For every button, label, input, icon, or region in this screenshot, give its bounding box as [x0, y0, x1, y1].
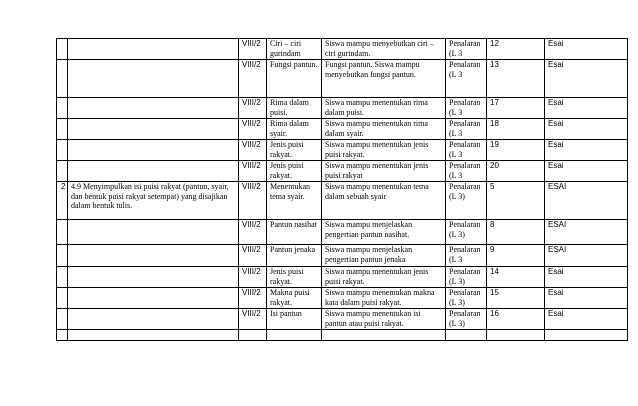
table-row: [57, 39, 628, 60]
cell-bentuk-soal: ESAI: [545, 245, 628, 267]
cell-materi: Jenis puisi rakyat.: [267, 267, 322, 288]
empty-cell: [57, 330, 68, 341]
cell-indikator: Siswa mampu menentukan jenis puisi rakyat: [322, 161, 446, 182]
cell-nomor-soal: 8: [487, 220, 545, 245]
cell-kompetensi-dasar: 4.9 Menyimpulkan isi puisi rakyat (pantun, syair, dan bentuk puisi rakyat setempat) yang disajikan dalam bentuk tulis.: [68, 182, 239, 220]
cell-materi: Fungsi pantun.: [267, 60, 322, 98]
cell-level-kognitif: Penalaran (L 3: [446, 119, 487, 140]
cell-bentuk-soal: Esai: [545, 161, 628, 182]
cell-level-kognitif: Penalaran (L 3: [446, 161, 487, 182]
table-row: [57, 267, 628, 288]
cell-indikator: Siswa mampu menyebutkan ciri – ciri gurindam.: [322, 39, 446, 60]
cell-no: 2: [57, 182, 68, 220]
table-body: [57, 39, 628, 341]
cell-materi: Ciri – ciri gurindam: [267, 39, 322, 60]
cell-nomor-soal: 15: [487, 288, 545, 309]
cell-kelas-semester: VIII/2: [239, 140, 267, 161]
cell-no: [57, 220, 68, 245]
cell-level-kognitif: Penalaran (L 3: [446, 60, 487, 98]
cell-level-kognitif: Penalaran (L 3): [446, 309, 487, 330]
cell-nomor-soal: 18: [487, 119, 545, 140]
cell-no: [57, 245, 68, 267]
empty-cell: [487, 330, 545, 341]
cell-kompetensi-dasar: [68, 288, 239, 309]
cell-level-kognitif: Penalaran (L 3): [446, 288, 487, 309]
cell-kelas-semester: VIII/2: [239, 119, 267, 140]
cell-materi: Makna puisi rakyat.: [267, 288, 322, 309]
table-row: [57, 60, 628, 98]
cell-indikator: Siswa mampu menentukan jenis puisi rakyat.: [322, 267, 446, 288]
cell-bentuk-soal: Esai: [545, 60, 628, 98]
cell-bentuk-soal: Esai: [545, 288, 628, 309]
cell-kelas-semester: VIII/2: [239, 309, 267, 330]
table-row: [57, 161, 628, 182]
cell-no: [57, 267, 68, 288]
cell-indikator: Siswa mampu menjelaskan pengertian pantun jenaka: [322, 245, 446, 267]
cell-no: [57, 98, 68, 119]
cell-kelas-semester: VIII/2: [239, 288, 267, 309]
cell-no: [57, 288, 68, 309]
cell-materi: Rima dalam syair.: [267, 119, 322, 140]
cell-no: [57, 60, 68, 98]
cell-level-kognitif: Penalaran (L 3: [446, 140, 487, 161]
cell-materi: Jenis puisi rakyat.: [267, 161, 322, 182]
cell-kelas-semester: VIII/2: [239, 245, 267, 267]
cell-bentuk-soal: ESAI: [545, 220, 628, 245]
cell-bentuk-soal: Esai: [545, 140, 628, 161]
cell-nomor-soal: 20: [487, 161, 545, 182]
cell-nomor-soal: 12: [487, 39, 545, 60]
empty-cell: [239, 330, 267, 341]
cell-bentuk-soal: Esai: [545, 309, 628, 330]
cell-no: [57, 309, 68, 330]
cell-kompetensi-dasar: [68, 60, 239, 98]
cell-level-kognitif: Penalaran (L 3: [446, 39, 487, 60]
cell-kelas-semester: VIII/2: [239, 182, 267, 220]
cell-nomor-soal: 9: [487, 245, 545, 267]
cell-level-kognitif: Penalaran (L 3: [446, 245, 487, 267]
cell-materi: Menentukan tema syair.: [267, 182, 322, 220]
cell-kompetensi-dasar: [68, 119, 239, 140]
cell-indikator: Siswa mampu menentukan tema dalam sebuah syair: [322, 182, 446, 220]
cell-level-kognitif: Penalaran (L 3: [446, 98, 487, 119]
cell-no: [57, 119, 68, 140]
empty-cell: [545, 330, 628, 341]
table-row: [57, 182, 628, 220]
cell-level-kognitif: Penalaran (L 3): [446, 267, 487, 288]
cell-kompetensi-dasar: [68, 267, 239, 288]
cell-kelas-semester: VIII/2: [239, 98, 267, 119]
cell-bentuk-soal: ESAI: [545, 182, 628, 220]
cell-nomor-soal: 5: [487, 182, 545, 220]
cell-nomor-soal: 19: [487, 140, 545, 161]
cell-materi: Isi pantun: [267, 309, 322, 330]
table-row: [57, 245, 628, 267]
empty-cell: [322, 330, 446, 341]
table-row: [57, 119, 628, 140]
table-row: [57, 98, 628, 119]
cell-indikator: Siswa mampu menentukan rima dalam syair.: [322, 119, 446, 140]
cell-no: [57, 39, 68, 60]
cell-no: [57, 161, 68, 182]
table-row: [57, 140, 628, 161]
cell-kompetensi-dasar: [68, 220, 239, 245]
cell-kompetensi-dasar: [68, 98, 239, 119]
cell-bentuk-soal: Esai: [545, 267, 628, 288]
cell-kelas-semester: VIII/2: [239, 161, 267, 182]
cell-indikator: Siswa mampu menemukan makna kata dalam puisi rakyat.: [322, 288, 446, 309]
cell-indikator: Fungsi pantun. Siswa mampu menyebutkan fungsi pantun.: [322, 60, 446, 98]
empty-cell: [446, 330, 487, 341]
cell-level-kognitif: Penalaran (L 3): [446, 182, 487, 220]
cell-indikator: Siswa mampu menentukan jenis puisi rakyat.: [322, 140, 446, 161]
empty-cell: [267, 330, 322, 341]
cell-no: [57, 140, 68, 161]
cell-materi: Rima dalam puisi.: [267, 98, 322, 119]
cell-kelas-semester: VIII/2: [239, 267, 267, 288]
cell-kompetensi-dasar: [68, 245, 239, 267]
cell-materi: Pantun nasihat: [267, 220, 322, 245]
cell-nomor-soal: 17: [487, 98, 545, 119]
cell-nomor-soal: 13: [487, 60, 545, 98]
cell-kelas-semester: VIII/2: [239, 39, 267, 60]
cell-level-kognitif: Penalaran (L 3): [446, 220, 487, 245]
table-row: [57, 288, 628, 309]
cell-indikator: Siswa mampu menentukan rima dalam puisi.: [322, 98, 446, 119]
cell-materi: Pantun jenaka: [267, 245, 322, 267]
cell-kompetensi-dasar: [68, 309, 239, 330]
cell-bentuk-soal: Esai: [545, 119, 628, 140]
empty-cell: [68, 330, 239, 341]
cell-bentuk-soal: Esai: [545, 98, 628, 119]
cell-bentuk-soal: Esai: [545, 39, 628, 60]
table-row: [57, 220, 628, 245]
cell-kompetensi-dasar: [68, 140, 239, 161]
cell-kelas-semester: VIII/2: [239, 220, 267, 245]
empty-row: [57, 330, 628, 341]
cell-nomor-soal: 14: [487, 267, 545, 288]
cell-indikator: Siswa mampu menentukan isi pantun atau puisi rakyat.: [322, 309, 446, 330]
cell-indikator: Siswa mampu menjelaskan pengertian pantun nasihat.: [322, 220, 446, 245]
cell-kompetensi-dasar: [68, 39, 239, 60]
cell-nomor-soal: 16: [487, 309, 545, 330]
table-row: [57, 309, 628, 330]
cell-kompetensi-dasar: [68, 161, 239, 182]
cell-materi: Jenis puisi rakyat.: [267, 140, 322, 161]
kisi-kisi-table: [56, 38, 628, 341]
cell-kelas-semester: VIII/2: [239, 60, 267, 98]
